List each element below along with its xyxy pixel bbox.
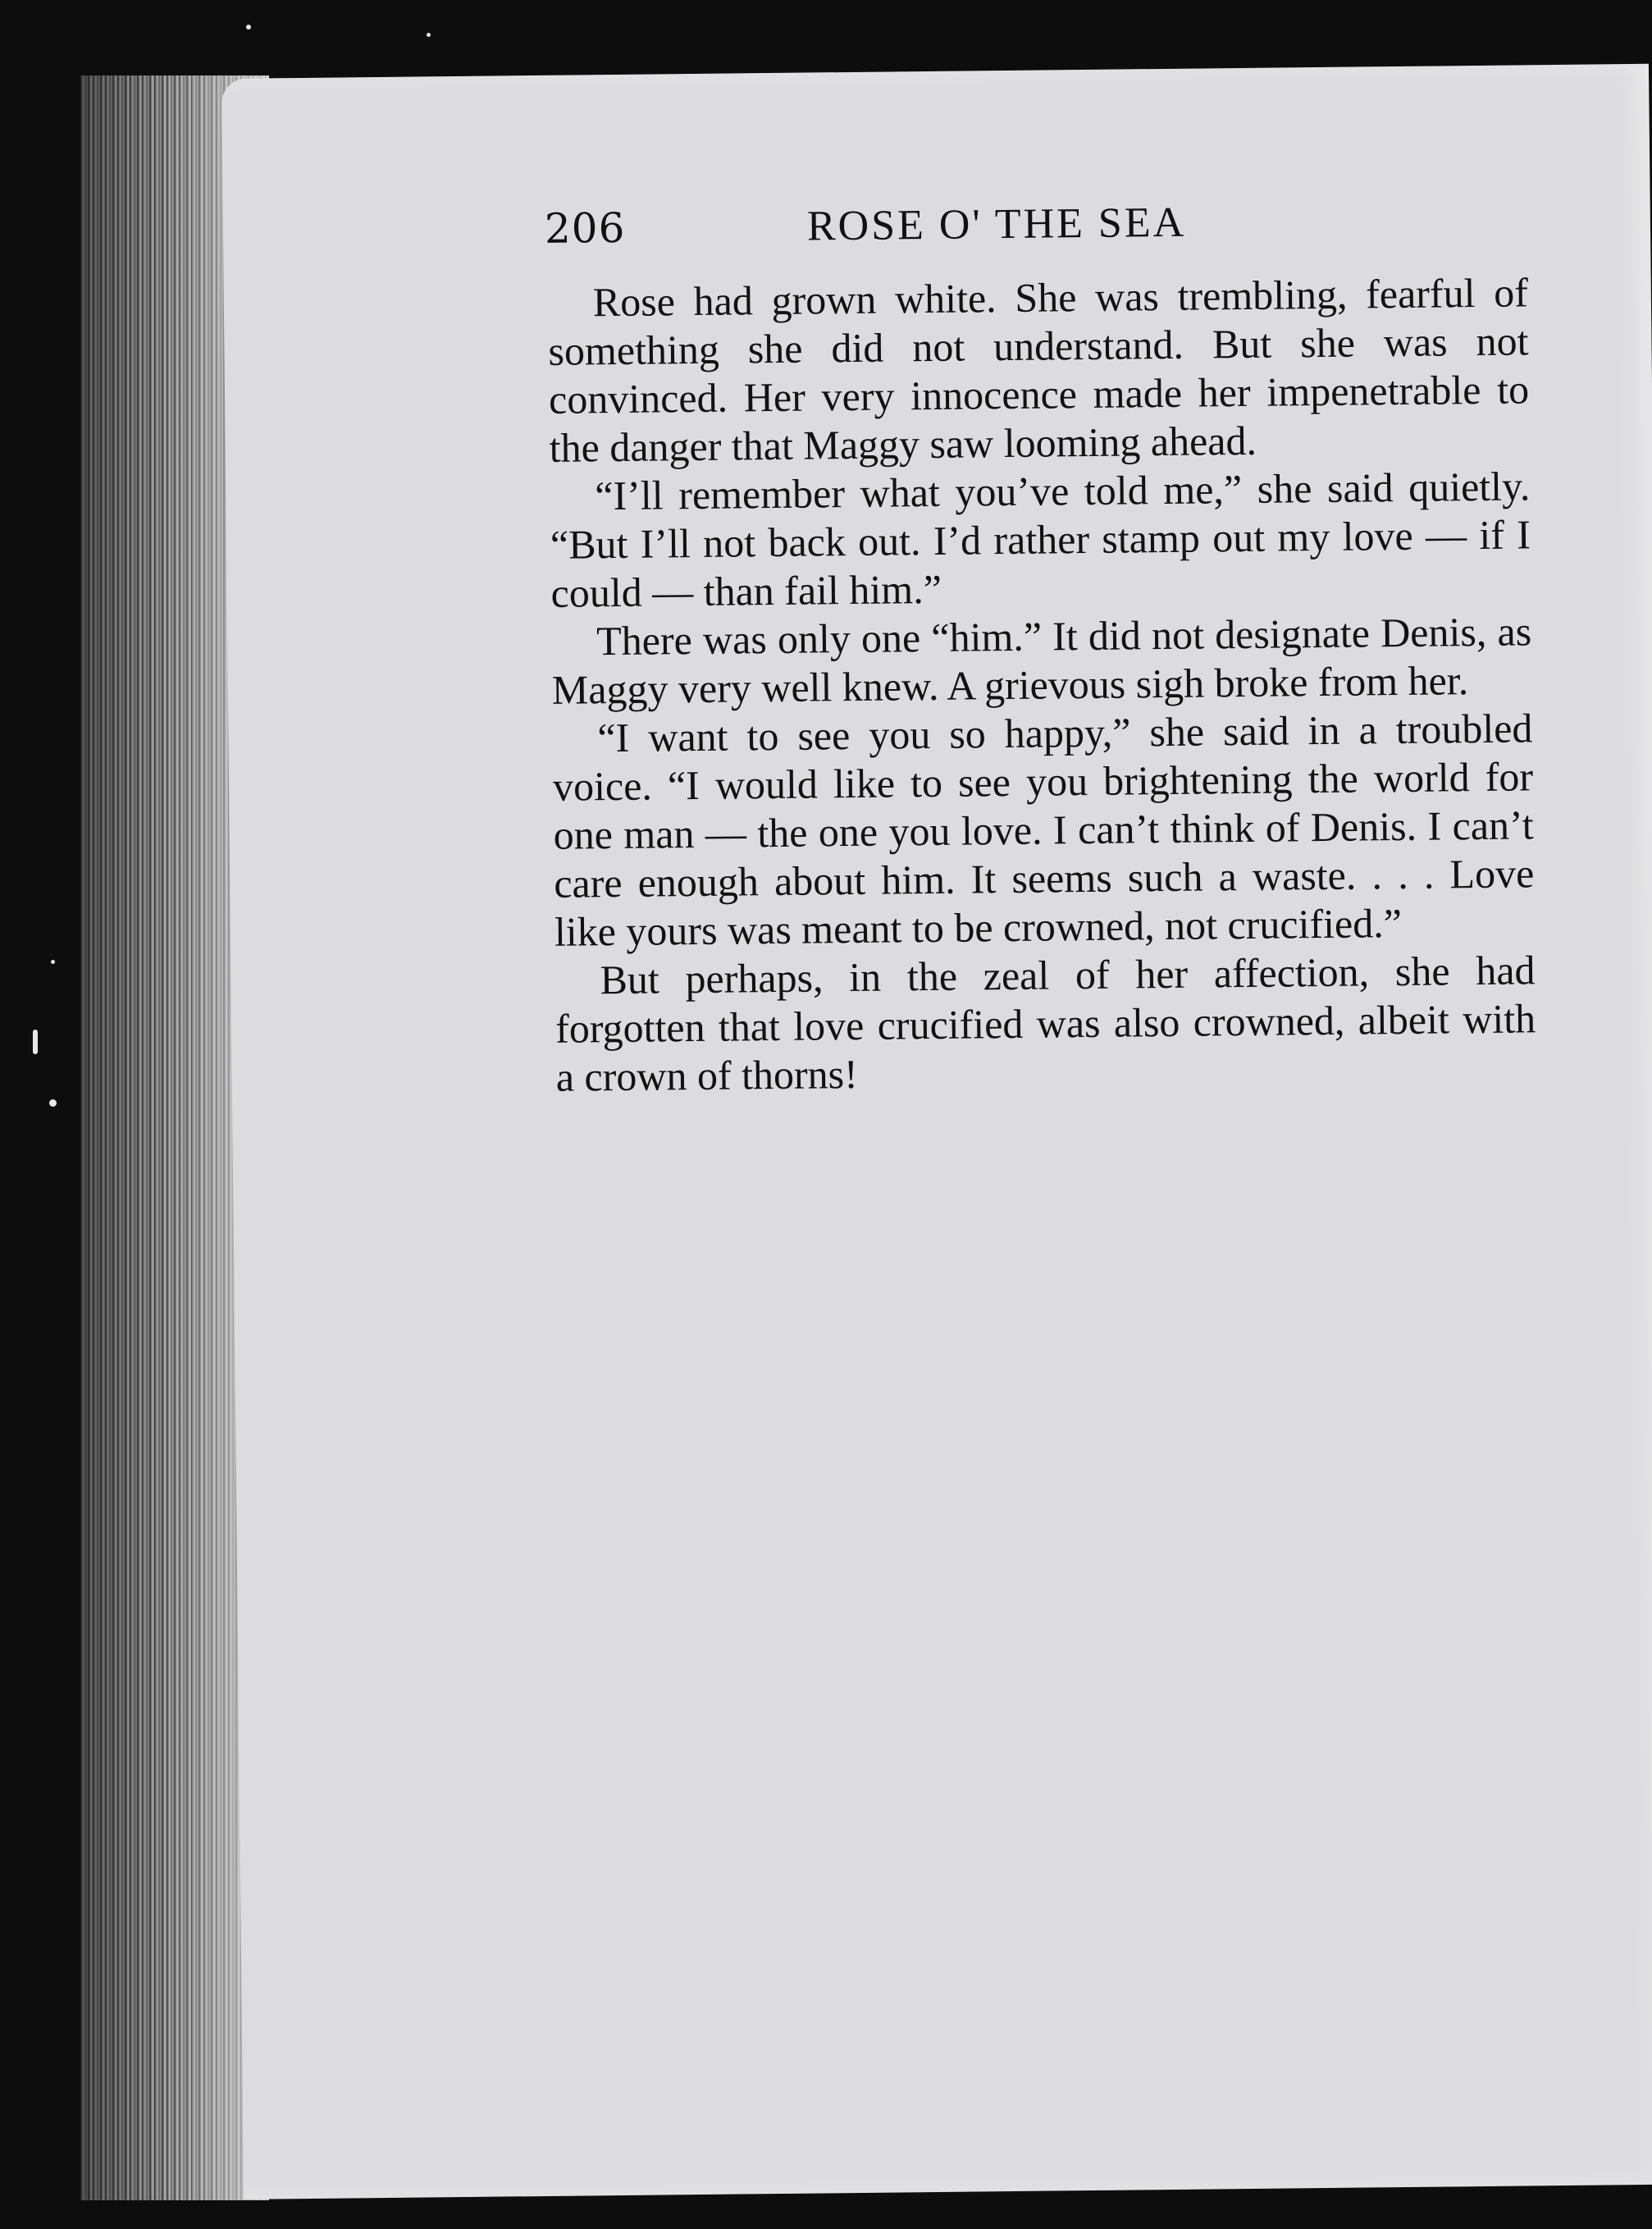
dust-speck bbox=[427, 33, 431, 37]
paragraph: There was only one “him.” It did not designate Denis, as Maggy very well knew. A grievous sigh broke from her. bbox=[551, 608, 1532, 713]
page-number: 206 bbox=[544, 203, 626, 253]
dust-speck bbox=[49, 1099, 57, 1107]
running-head bbox=[545, 194, 1530, 279]
dust-speck bbox=[51, 960, 55, 964]
paragraph: But perhaps, in the zeal of her affection, she had forgotten that love crucified was also crowned, albeit with a crown of thorns! bbox=[554, 947, 1536, 1100]
paragraph: Rose had grown white. She was trembling, fearful of something she did not understand. But she was not convinced. Her very innocence made her impenetrable to the danger that Maggy saw looming ahead. bbox=[548, 269, 1530, 471]
paragraph: “I want to see you so happy,” she said in a troubled voice. “I would like to see you brightening the world for one man — the one you love. I can’t think of Denis. I can’t care enough about him. It seems such a waste. . . . Love like yours was meant to be crowned, not crucified.” bbox=[552, 705, 1535, 955]
body-text bbox=[548, 268, 1536, 1101]
dust-speck bbox=[246, 25, 251, 30]
running-title: ROSE O' THE SEA bbox=[806, 199, 1187, 250]
paragraph: “I’ll remember what you’ve told me,” she said quietly. “But I’ll not back out. I’d rather stamp out my love — if I could — than fail him.” bbox=[550, 463, 1531, 616]
book-page bbox=[221, 64, 1652, 2199]
dust-speck bbox=[33, 1030, 38, 1054]
